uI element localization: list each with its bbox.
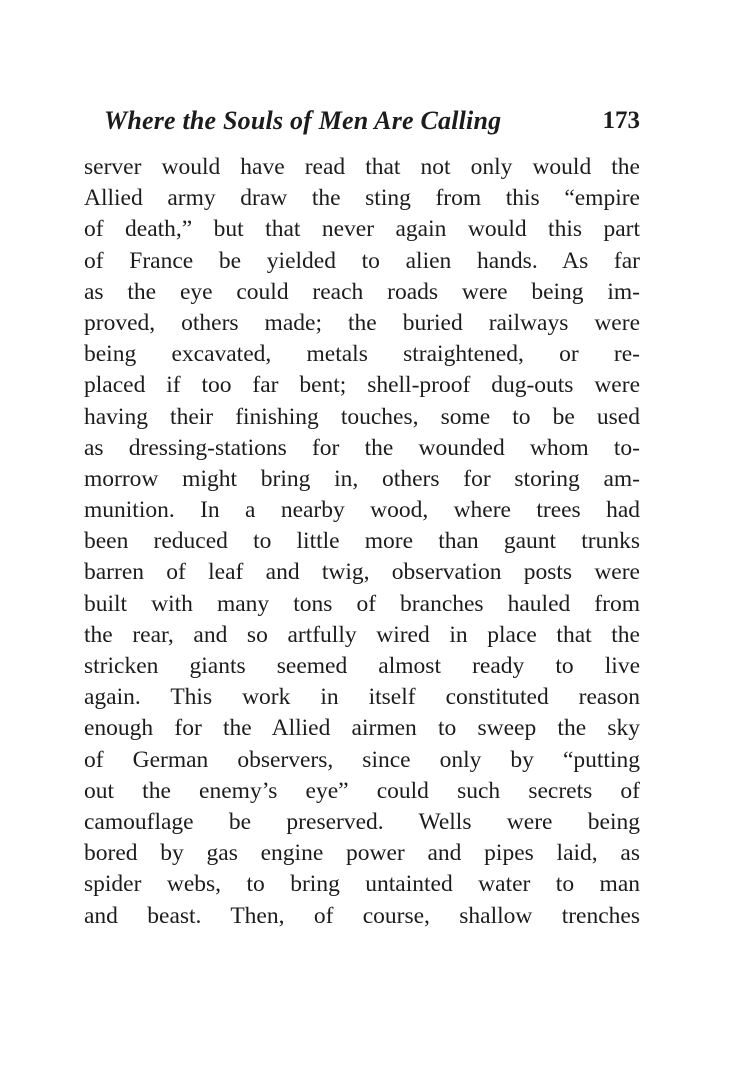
text-line: barren of leaf and twig, observation posts were: [84, 559, 640, 586]
text-line: munition. In a nearby wood, where trees had: [84, 497, 640, 524]
running-header: [84, 103, 640, 139]
text-line: morrow might bring in, others for storing am-: [84, 465, 640, 492]
text-line: placed if too far bent; shell-proof dug-outs were: [84, 372, 640, 399]
text-line: the rear, and so artfully wired in place that the: [84, 621, 640, 648]
text-line: as dressing-stations for the wounded whom to-: [84, 434, 640, 461]
text-line: built with many tons of branches hauled from: [84, 590, 640, 617]
text-line: being excavated, metals straightened, or re-: [84, 341, 640, 368]
text-line: of France be yielded to alien hands. As far: [84, 247, 640, 274]
running-title: Where the Souls of Men Are Calling: [104, 106, 502, 135]
text-line: again. This work in itself constituted reason: [84, 684, 640, 711]
text-line: having their finishing touches, some to be used: [84, 403, 640, 430]
text-line: and beast. Then, of course, shallow trenches: [84, 902, 640, 929]
text-line: server would have read that not only would the: [84, 154, 640, 180]
text-line: been reduced to little more than gaunt trunks: [84, 528, 640, 555]
text-line: of death,” but that never again would this part: [84, 216, 640, 243]
text-line: enough for the Allied airmen to sweep the sky: [84, 715, 640, 742]
page-number: 173: [602, 107, 640, 134]
text-line: stricken giants seemed almost ready to live: [84, 653, 640, 679]
text-line: out the enemy’s eye” could such secrets of: [84, 777, 640, 804]
text-line: of German observers, since only by “putting: [84, 746, 640, 773]
text-line: Allied army draw the sting from this “empire: [84, 185, 640, 212]
text-line: as the eye could reach roads were being im-: [84, 278, 640, 305]
body-text: [84, 152, 640, 932]
text-line: proved, others made; the buried railways were: [84, 309, 640, 336]
text-line: bored by gas engine power and pipes laid, as: [84, 840, 640, 867]
text-line: camouflage be preserved. Wells were being: [84, 808, 640, 835]
text-line: spider webs, to bring untainted water to man: [84, 871, 640, 898]
